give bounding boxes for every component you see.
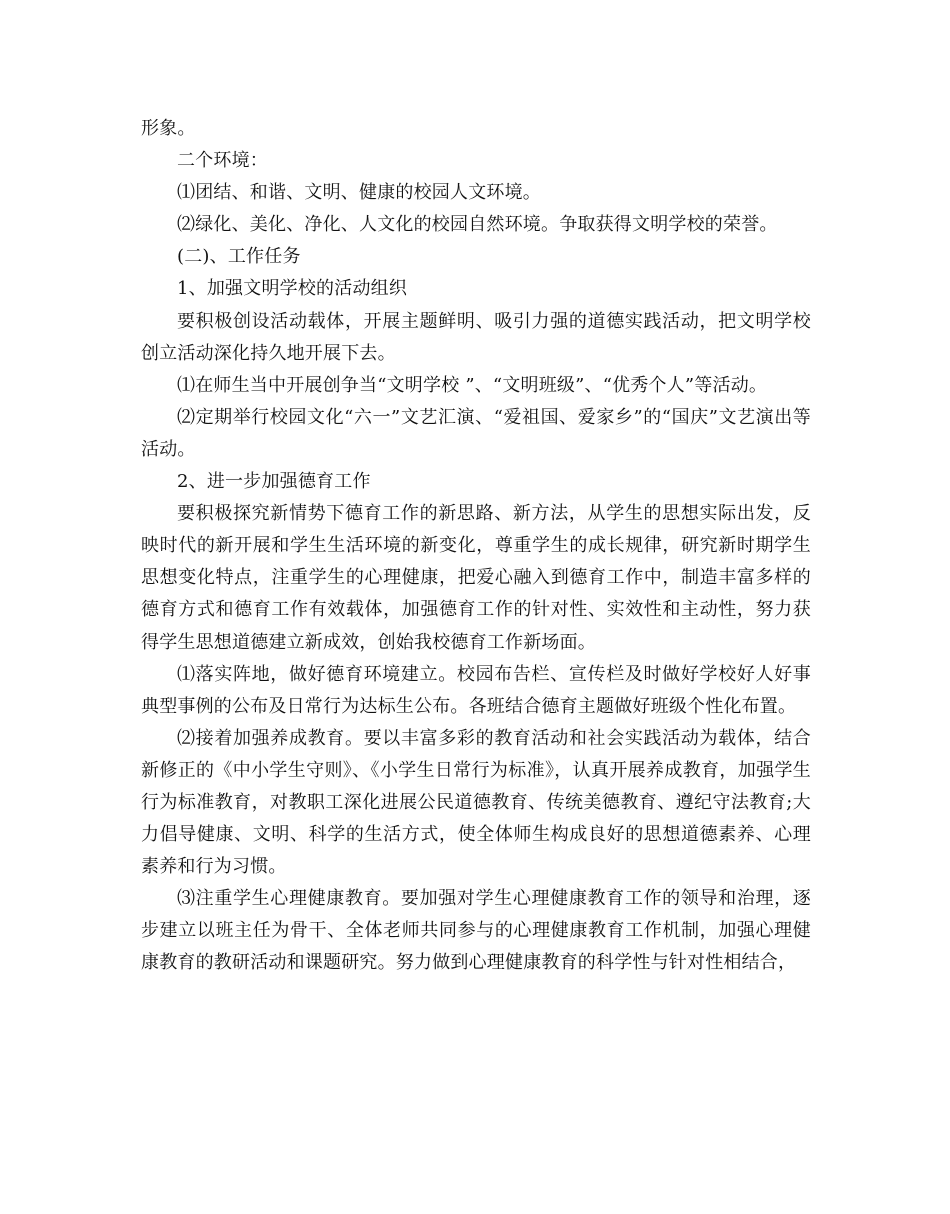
paragraph-continuation: 形象。 xyxy=(141,118,196,139)
paragraph-two-environments-heading: 二个环境： xyxy=(177,150,268,172)
paragraph-activity-2: ⑵定期举行校园文化“六一”文艺汇演、“爱祖国、爱家乡”的“国庆”文艺演出等活动。 xyxy=(141,406,811,460)
paragraph-environment-2: ⑵绿化、美化、净化、人文化的校园自然环境。争取获得文明学校的荣誉。 xyxy=(177,214,778,236)
paragraph-moral-1: ⑴落实阵地，做好德育环境建立。校园布告栏、宣传栏及时做好学校好人好事典型事例的公布及日常行为达标生公布。各班结合德育主题做好班级个性化布置。 xyxy=(141,663,811,717)
paragraph-moral-2: ⑵接着加强养成教育。要以丰富多彩的教育活动和社会实践活动为载体，结合新修正的《中小学生守则》、《小学生日常行为标准》，认真开展养成教育，加强学生行为标准教育，对教职工深化进展公民道德教育、传统美德教育、遵纪守法教育;大力倡导健康、文明、科学的生活方式，使全体师生构成良好的思想道德素养、心理素养和行为习惯。 xyxy=(141,727,811,878)
paragraph-activity-1: ⑴在师生当中开展创争当“文明学校 ”、“文明班级”、“优秀个人”等活动。 xyxy=(177,374,768,396)
section-heading-work-tasks: (二)、工作任务 xyxy=(177,246,301,268)
document-body xyxy=(141,113,811,980)
paragraph-activity-carrier: 要积极创设活动载体，开展主题鲜明、吸引力强的道德实践活动，把文明学校创立活动深化持久地开展下去。 xyxy=(141,310,811,364)
paragraph-moral-3: ⑶注重学生心理健康教育。要加强对学生心理健康教育工作的领导和治理，逐步建立以班主任为骨干、全体老师共同参与的心理健康教育工作机制，加强心理健康教育的教研活动和课题研究。努力做到心理健康教育的科学性与针对性相结合， xyxy=(141,888,811,974)
paragraph-environment-1: ⑴团结、和谐、文明、健康的校园人文环境。 xyxy=(177,182,541,204)
paragraph-moral-education: 要积极探究新情势下德育工作的新思路、新方法，从学生的思想实际出发，反映时代的新开展和学生生活环境的新变化，尊重学生的成长规律，研究新时期学生思想变化特点，注重学生的心理健康，把爱心融入到德育工作中，制造丰富多样的德育方式和德育工作有效载体，加强德育工作的针对性、实效性和主动性，努力获得学生思想道德建立新成效，创始我校德育工作新场面。 xyxy=(141,503,811,653)
subheading-2: 2、进一步加强德育工作 xyxy=(177,471,371,493)
subheading-1: 1、加强文明学校的活动组织 xyxy=(177,278,408,300)
